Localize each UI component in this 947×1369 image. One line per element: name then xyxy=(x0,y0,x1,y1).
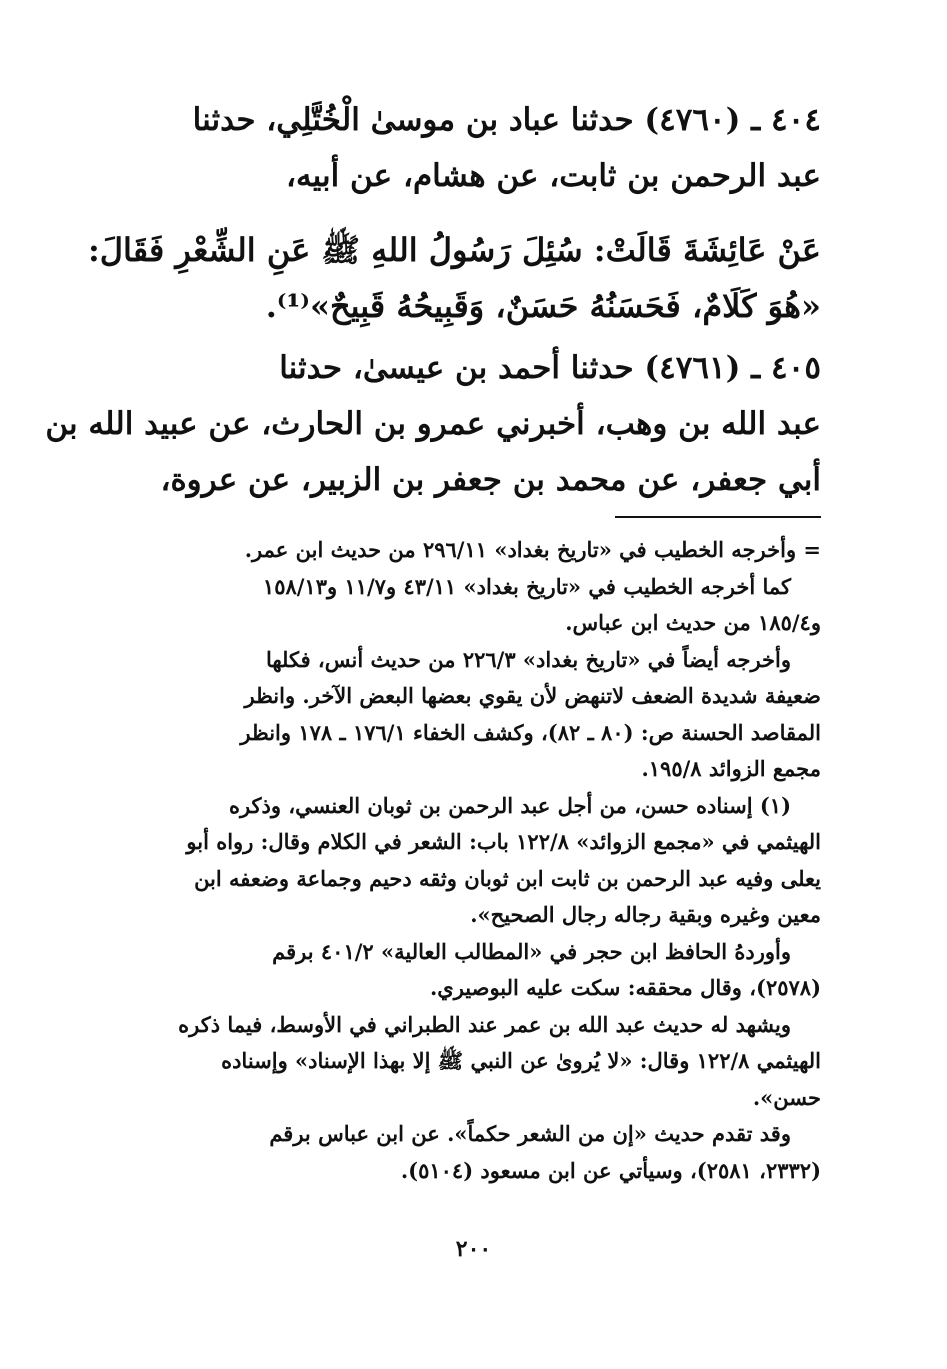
footnote-line: الهيثمي في «مجمع الزوائد» ١٢٢/٨ باب: الشعر في الكلام وقال: رواه أبو xyxy=(186,829,821,854)
footnote-line: معين وغيره وبقية رجاله رجال الصحيح». xyxy=(470,902,821,927)
footnote-line: ضعيفة شديدة الضعف لاتنهض لأن يقوي بعضها البعض الآخر. وانظر xyxy=(244,683,821,708)
footnote-line: = وأخرجه الخطيب في «تاريخ بغداد» ٢٩٦/١١ من حديث ابن عمر. xyxy=(244,537,821,562)
hadith-405-isnad xyxy=(45,340,821,508)
hadith-405-line-3: أبي جعفر، عن محمد بن جعفر بن الزبير، عن عروة، xyxy=(160,462,821,498)
hadith-404-matn xyxy=(87,222,821,334)
hadith-404-isnad xyxy=(128,92,821,204)
footnotes xyxy=(128,532,821,1189)
footnote-separator xyxy=(615,516,821,518)
footnote-line: (١) إسناده حسن، من أجل عبد الرحمن بن ثوبان العنسي، وذكره xyxy=(228,792,791,818)
footnote-line: يعلى وفيه عبد الرحمن بن ثابت ابن ثوبان وثقه دحيم وجماعة وضعفه ابن xyxy=(194,865,821,891)
footnote-line: الهيثمي ١٢٢/٨ وقال: «لا يُروىٰ عن النبي ﷺ إلا بهذا الإسناد» وإسناده xyxy=(221,1048,821,1073)
footnote-line: مجمع الزوائد ١٩٥/٨. xyxy=(641,756,821,781)
hadith-405-line-2: عبد الله بن وهب، أخبرني عمرو بن الحارث، عن عبيد الله بن xyxy=(45,406,821,442)
footnote-line: وأخرجه أيضاً في «تاريخ بغداد» ٢٢٦/٣ من حديث أنس، فكلها xyxy=(265,646,791,672)
page-number: ٢٠٠ xyxy=(455,1236,492,1262)
footnote-line: وأوردهُ الحافظ ابن حجر في «المطالب العالية» ٤٠١/٢ برقم xyxy=(272,938,791,964)
hadith-404-line-1: ٤٠٤ ـ (٤٧٦٠) حدثنا عباد بن موسىٰ الْخُتَّلِي، حدثنا xyxy=(192,102,821,138)
hadith-404-quote-line-2: «هُوَ كَلَامٌ، فَحَسَنُهُ حَسَنٌ، وَقَبِيحُهُ قَبِيحٌ»⁽¹⁾. xyxy=(265,287,821,325)
footnote-line: المقاصد الحسنة ص: (٨٠ ـ ٨٢)، وكشف الخفاء ١٧٦/١ ـ ١٧٨ وانظر xyxy=(240,719,821,745)
footnote-line: ويشهد له حديث عبد الله بن عمر عند الطبراني في الأوسط، فيما ذكره xyxy=(178,1011,791,1037)
footnote-line: حسن». xyxy=(752,1084,821,1110)
hadith-404-line-2: عبد الرحمن بن ثابت، عن هشام، عن أبيه، xyxy=(286,158,821,194)
hadith-405-line-1: ٤٠٥ ـ (٤٧٦١) حدثنا أحمد بن عيسىٰ، حدثنا xyxy=(279,350,821,386)
hadith-404-quote-line-1: عَنْ عَائِشَةَ قَالَتْ: سُئِلَ رَسُولُ اللهِ ﷺ عَنِ الشِّعْرِ فَقَالَ: xyxy=(87,231,821,269)
footnote-line: (٢٥٧٨)، وقال محققه: سكت عليه البوصيري. xyxy=(429,975,821,1000)
footnote-line: وقد تقدم حديث «إن من الشعر حكماً». عن ابن عباس برقم xyxy=(269,1121,791,1146)
footnote-line: (٢٣٣٢، ٢٥٨١)، وسيأتي عن ابن مسعود (٥١٠٤). xyxy=(400,1157,821,1183)
footnote-line: كما أخرجه الخطيب في «تاريخ بغداد» ٤٣/١١ و١١/٧ و١٥٨/١٣ xyxy=(262,573,791,599)
footnote-line: و١٨٥/٤ من حديث ابن عباس. xyxy=(565,610,821,635)
